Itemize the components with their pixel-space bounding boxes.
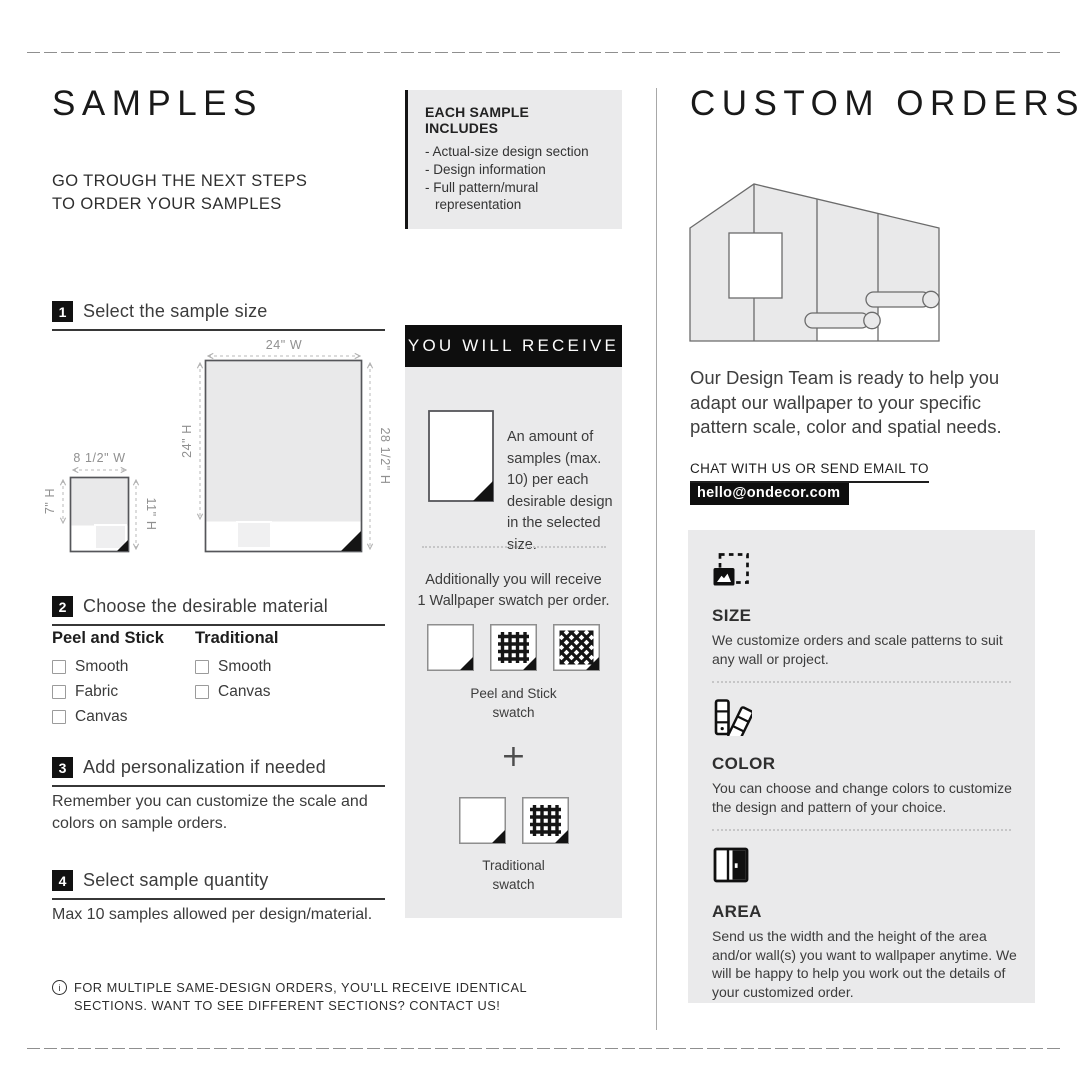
feature-color-desc: You can choose and change colors to customize the design and pattern of your choice. — [712, 780, 1012, 815]
footer-note — [52, 979, 527, 1014]
feature-color-title: COLOR — [712, 754, 776, 773]
peel-swatch-row — [405, 624, 622, 671]
column-divider — [656, 88, 657, 1030]
chat-label: CHAT WITH US OR SEND EMAIL TO — [690, 461, 929, 483]
swatch-blank-icon — [427, 624, 474, 671]
material-option-canvas[interactable] — [195, 683, 338, 701]
additional-line1: Additionally you will receive — [425, 572, 602, 588]
color-swatches-icon — [712, 698, 752, 736]
custom-intro-text: Our Design Team is ready to help you adapt our wallpaper to your specific pattern scale, color and spatial needs. — [690, 367, 1002, 437]
swatch-crosshatch-icon — [553, 624, 600, 671]
footer-note-text — [74, 979, 527, 1014]
step-3-number-badge: 3 — [52, 757, 73, 778]
custom-orders-title: CUSTOM ORDERS — [690, 84, 1085, 123]
peel-and-stick-column — [52, 629, 195, 726]
step-1-number-badge: 1 — [52, 301, 73, 322]
bottom-rule — [27, 1048, 1063, 1049]
step-2-header — [52, 596, 385, 626]
feature-area-desc: Send us the width and the height of the area and/or wall(s) you want to wallpaper anytime. We will be happy to help you work out the details of your customized order. — [712, 928, 1017, 1000]
scale-image-icon — [712, 552, 750, 588]
custom-features-panel — [688, 530, 1035, 1003]
traditional-swatch-row — [405, 797, 622, 844]
swatch-grid-icon — [490, 624, 537, 671]
caption-line1: Traditional — [482, 858, 545, 873]
dotted-divider — [712, 681, 1011, 683]
small-sample-figure — [43, 451, 158, 552]
feature-size-desc: We customize orders and scale patterns to suit any wall or project. — [712, 632, 1003, 667]
traditional-swatch-caption — [405, 856, 622, 894]
checkbox-icon[interactable] — [52, 660, 66, 674]
small-height-right-label: 11" H — [144, 497, 158, 531]
material-option-fabric[interactable] — [52, 683, 195, 701]
wallpapered-wall-illustration — [685, 178, 947, 348]
option-label: Fabric — [75, 683, 119, 700]
subtitle-line1: GO TROUGH THE NEXT STEPS — [52, 172, 308, 190]
step-4-number-badge: 4 — [52, 870, 73, 891]
footer-line1: FOR MULTIPLE SAME-DESIGN ORDERS, YOU'LL RECEIVE IDENTICAL — [74, 980, 528, 995]
option-label: Smooth — [75, 658, 129, 675]
dotted-divider — [712, 829, 1011, 831]
option-label: Canvas — [218, 683, 271, 700]
dotted-divider — [422, 546, 606, 548]
step-2-number-badge: 2 — [52, 596, 73, 617]
footer-line2: SECTIONS. WANT TO SEE DIFFERENT SECTIONS? CONTACT US! — [74, 997, 501, 1013]
step-1-header — [52, 301, 385, 331]
checkbox-icon[interactable] — [195, 685, 209, 699]
wallpaper-roll-icon — [866, 291, 939, 307]
info-icon: i — [52, 980, 67, 995]
large-height-right-label: 28 1/2" H — [378, 427, 392, 485]
large-width-label: 24" W — [265, 338, 303, 352]
small-width-label: 8 1/2" W — [73, 451, 126, 465]
checkbox-icon[interactable] — [52, 710, 66, 724]
caption-line2: swatch — [492, 705, 535, 720]
step-3-header — [52, 757, 385, 787]
caption-line1: Peel and Stick — [470, 686, 557, 701]
step-3-title: Add personalization if needed — [83, 757, 326, 777]
swatch-blank-icon — [459, 797, 506, 844]
each-sample-includes-box — [405, 90, 622, 229]
step-4-title: Select sample quantity — [83, 870, 269, 890]
wallpaper-roll-icon — [805, 312, 880, 328]
additional-line2: 1 Wallpaper swatch per order. — [417, 593, 610, 609]
sample-size-diagram — [40, 330, 400, 562]
large-height-left-label: 24" H — [180, 424, 194, 458]
material-options — [52, 629, 338, 726]
swatch-grid-icon — [522, 797, 569, 844]
window — [729, 233, 782, 298]
subtitle-line2: TO ORDER YOUR SAMPLES — [52, 195, 282, 213]
traditional-title: Traditional — [195, 629, 279, 647]
small-height-left-label: 7" H — [43, 487, 57, 515]
personalization-note: Remember you can customize the scale and colors on sample orders. — [52, 793, 368, 832]
you-will-receive-panel — [405, 367, 622, 918]
sample-sheet-icon — [428, 410, 494, 502]
caption-line2: swatch — [492, 877, 535, 892]
you-will-receive-banner: YOU WILL RECEIVE — [405, 325, 622, 367]
includes-item: - Actual-size design section — [425, 143, 605, 160]
includes-list — [425, 143, 605, 213]
includes-item: - Full pattern/mural representation — [425, 179, 605, 213]
email-badge[interactable]: hello@ondecor.com — [690, 483, 849, 505]
step-1-title: Select the sample size — [83, 301, 268, 321]
includes-title: EACH SAMPLE INCLUDES — [425, 104, 530, 136]
includes-item: - Design information — [425, 161, 605, 178]
plus-icon: + — [500, 739, 527, 774]
option-label: Smooth — [218, 658, 272, 675]
traditional-column — [195, 629, 338, 726]
step-4-header — [52, 870, 385, 900]
material-option-canvas[interactable] — [52, 708, 195, 726]
wall-panels-icon — [712, 846, 750, 884]
samples-title: SAMPLES — [52, 84, 263, 123]
step-2-title: Choose the desirable material — [83, 596, 328, 616]
samples-subtitle — [52, 170, 307, 216]
peel-swatch-caption — [405, 684, 622, 722]
checkbox-icon[interactable] — [195, 660, 209, 674]
receive-additional-text — [405, 570, 622, 612]
quantity-note: Max 10 samples allowed per design/material. — [52, 906, 373, 923]
checkbox-icon[interactable] — [52, 685, 66, 699]
peel-and-stick-title: Peel and Stick — [52, 629, 164, 647]
material-option-smooth[interactable] — [195, 658, 338, 676]
large-sample-figure — [180, 338, 392, 552]
option-label: Canvas — [75, 708, 128, 725]
material-option-smooth[interactable] — [52, 658, 195, 676]
top-rule — [27, 52, 1063, 53]
receive-samples-text: An amount of samples (max. 10) per each desirable design in the selected size. — [507, 429, 613, 553]
feature-size-title: SIZE — [712, 606, 752, 625]
feature-area-title: AREA — [712, 902, 762, 921]
